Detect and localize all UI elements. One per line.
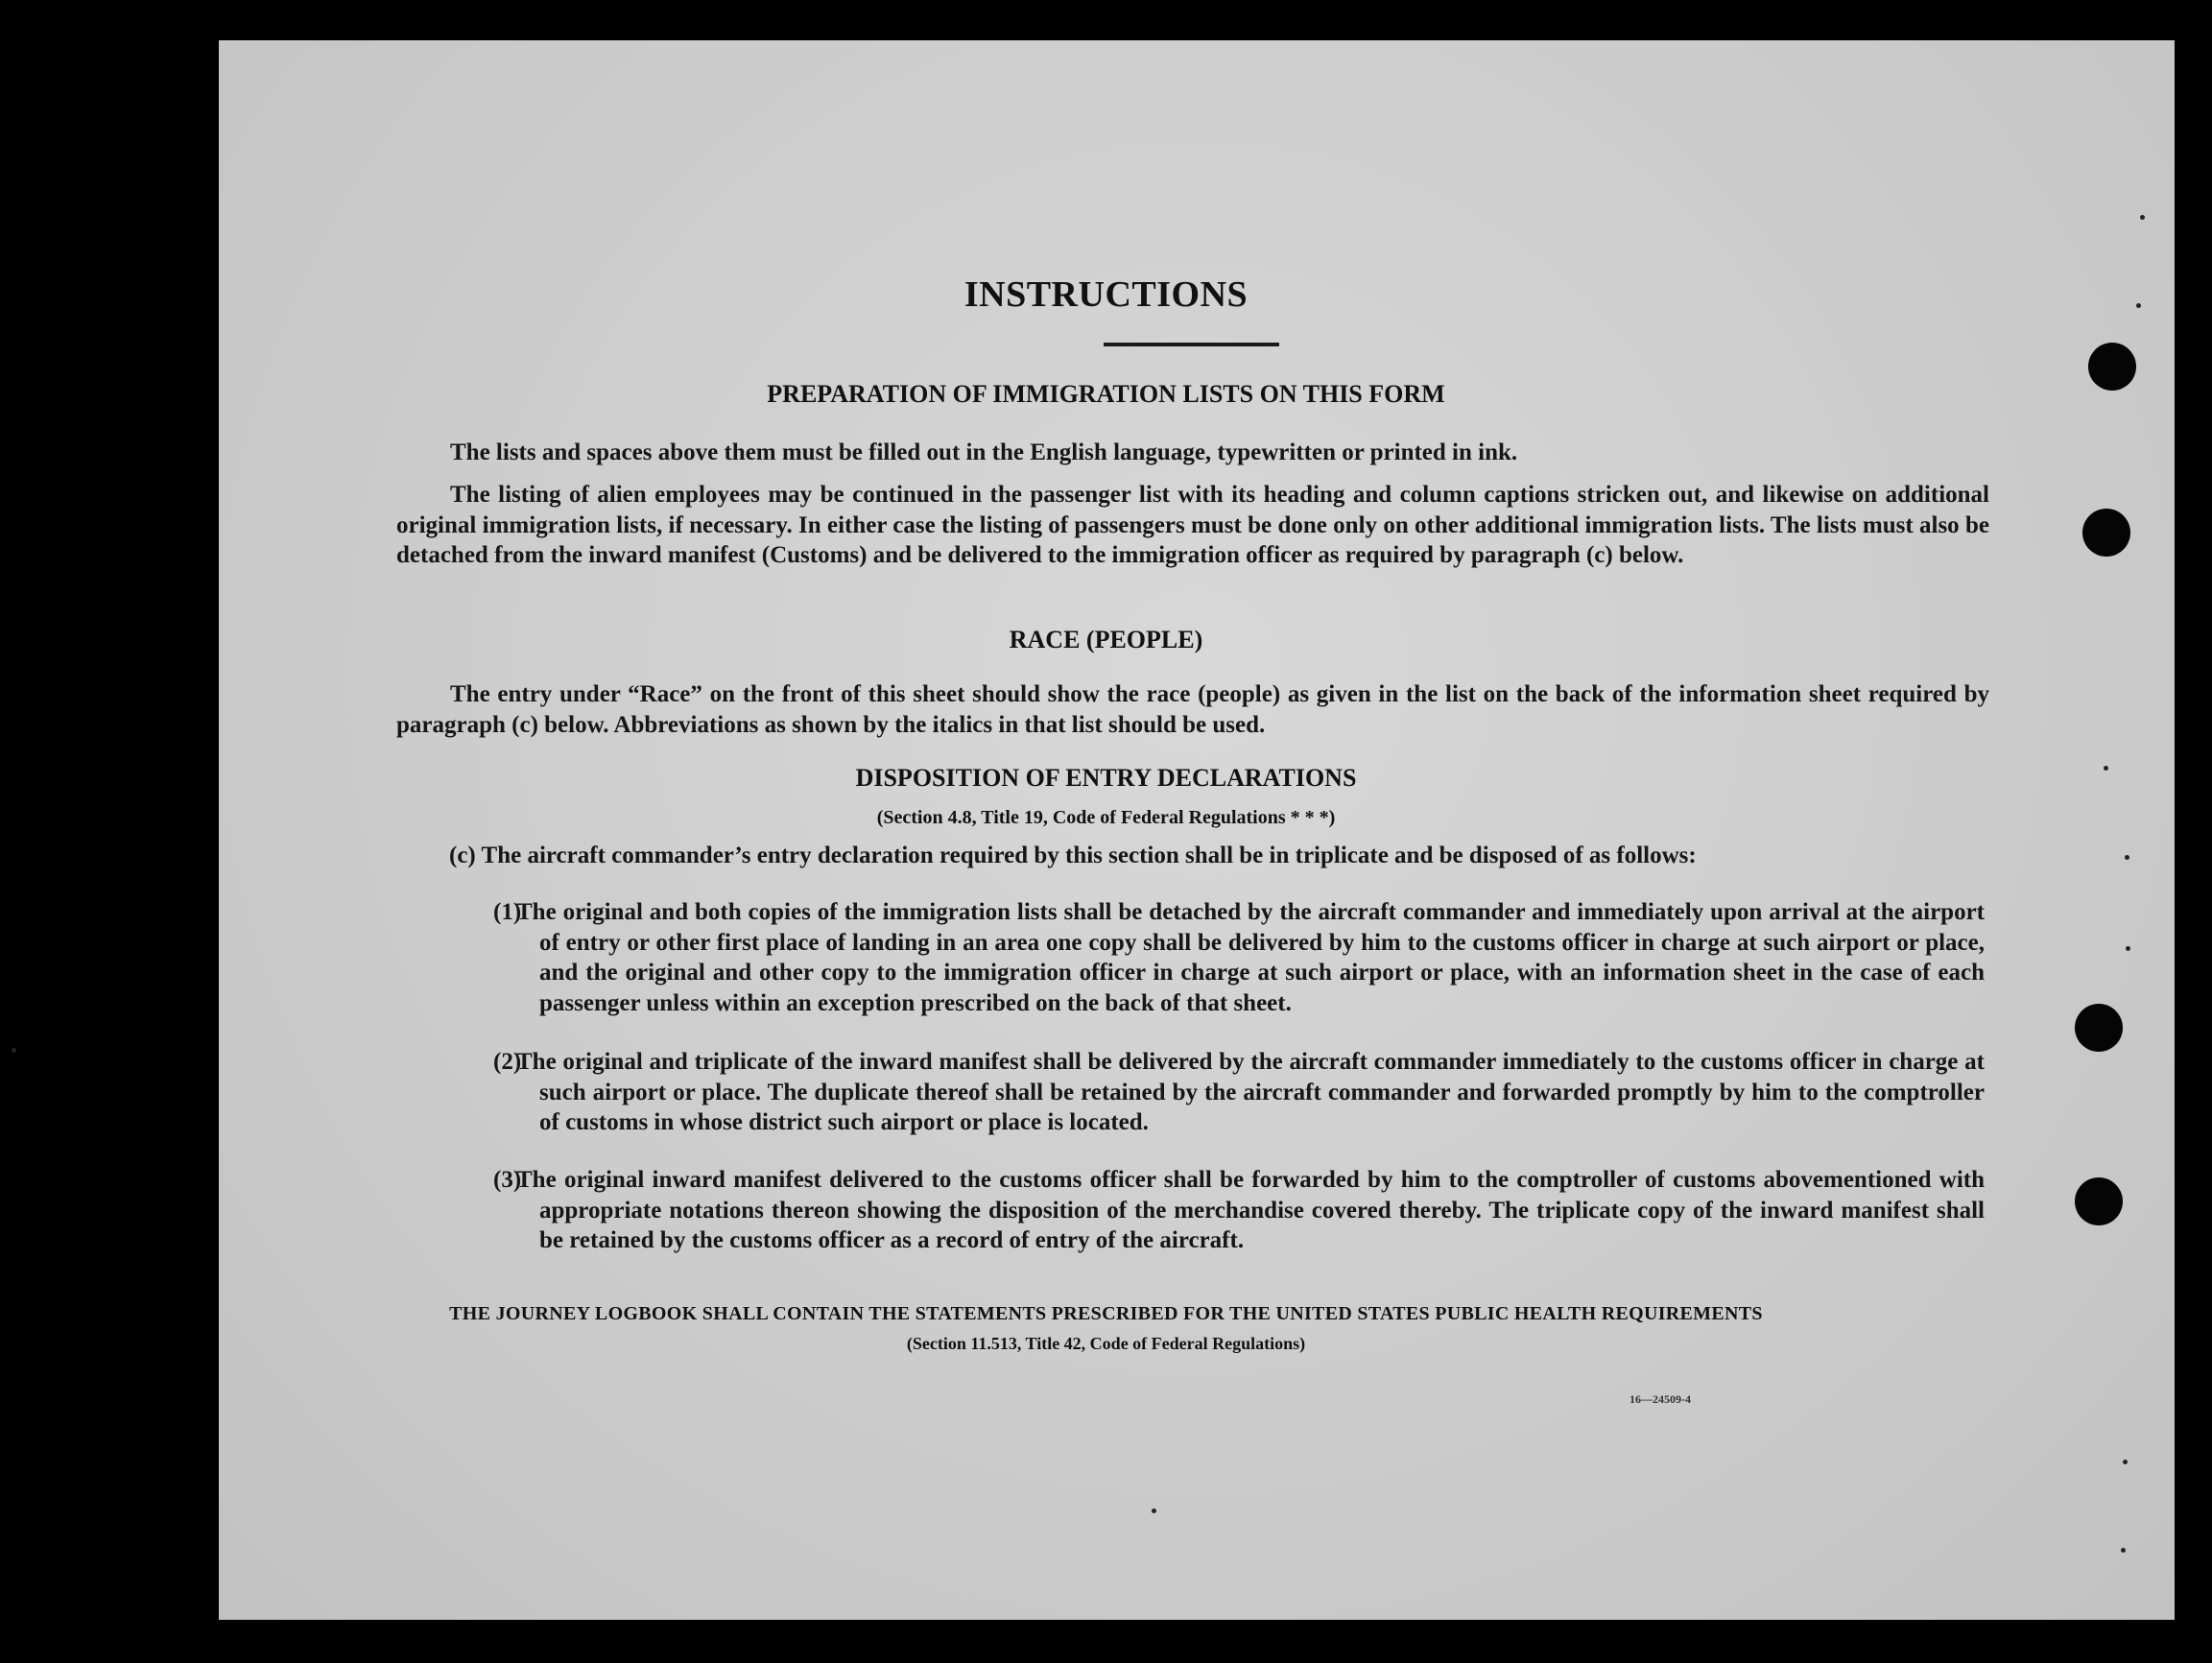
- item-text: The original and both copies of the immigration lists shall be detached by the aircraft commander and immediately upon arrival at the airport of entry or other first place of landing in an area one copy shall be delivered by him to the customs officer in charge at such airport or place, and the original and other copy to the immigration officer in charge at such airport or place, with an information sheet in the case of each passenger unless within an exception prescribed on the back of that sheet.: [516, 899, 1985, 1016]
- race-paragraph: The entry under “Race” on the front of this sheet should show the race (people) as given in the list on the back of the information sheet required by paragraph (c) below. Abbreviations as shown by the italics in that list should be used.: [396, 681, 1989, 738]
- page-title: INSTRUCTIONS: [963, 274, 1249, 315]
- speck-mark: [2140, 215, 2145, 220]
- item-number: (2): [493, 1049, 522, 1075]
- disposition-clause-c: (c) The aircraft commander’s entry declaration required by this section shall be in triplicate and be disposed of as follows:: [449, 843, 1697, 868]
- item-text: The original and triplicate of the inward manifest shall be delivered by the aircraft commander immediately to the customs officer in charge at such airport or place. The duplicate thereof shall be retained by the aircraft commander and forwarded promptly by him to the comptroller of customs in whose district such airport or place is located.: [516, 1049, 1985, 1135]
- preparation-paragraph-1: The lists and spaces above them must be filled out in the English language, typewritten or printed in ink.: [450, 440, 1518, 465]
- preparation-heading: PREPARATION OF IMMIGRATION LISTS ON THIS FORM: [767, 380, 1445, 408]
- speck-mark: [2123, 1460, 2128, 1464]
- health-requirements-citation: (Section 11.513, Title 42, Code of Federal Regulations): [906, 1334, 1306, 1353]
- preparation-paragraph-2: The listing of alien employees may be continued in the passenger list with its heading and column captions stricken out, and likewise on additional original immigration lists, if necessary. In either case the listing of passengers must be done only on other additional immigration lists. The lists must also be detached from the inward manifest (Customs) and be delivered to the immigration officer as required by paragraph (c) below.: [396, 482, 1989, 568]
- form-number: 16—24509-4: [1629, 1392, 1691, 1406]
- show-through-text: [653, 154, 660, 182]
- health-requirements-notice: THE JOURNEY LOGBOOK SHALL CONTAIN THE STATEMENTS PRESCRIBED FOR THE UNITED STATES PUBLIC HEALTH REQUIREMENTS: [449, 1303, 1763, 1324]
- speck-mark: [2126, 946, 2130, 951]
- speck-mark: [2121, 1548, 2126, 1553]
- item-number: (1): [493, 899, 522, 925]
- speck-mark: [1152, 1509, 1156, 1513]
- punch-hole: [2075, 1177, 2123, 1225]
- disposition-item: [493, 1047, 1985, 1138]
- punch-hole: [2082, 509, 2130, 557]
- disposition-heading: DISPOSITION OF ENTRY DECLARATIONS: [855, 764, 1357, 792]
- disposition-citation: (Section 4.8, Title 19, Code of Federal Regulations * * *): [876, 807, 1336, 828]
- item-text: The original inward manifest delivered to the customs officer shall be forwarded by him to the comptroller of customs abovementioned with appropriate notations thereon showing the disposition of the merchandise covered thereby. The triplicate copy of the inward manifest shall be retained by the customs officer as a record of entry of the aircraft.: [516, 1167, 1985, 1253]
- race-heading: RACE (PEOPLE): [1009, 626, 1203, 653]
- show-through-text: [921, 123, 929, 152]
- disposition-item: [493, 897, 1985, 1018]
- disposition-item: [493, 1165, 1985, 1256]
- punch-hole: [2075, 1004, 2123, 1052]
- title-divider: [1104, 343, 1279, 346]
- speck-mark: [2125, 855, 2129, 860]
- speck-mark: [12, 1048, 16, 1053]
- item-number: (3): [493, 1167, 522, 1193]
